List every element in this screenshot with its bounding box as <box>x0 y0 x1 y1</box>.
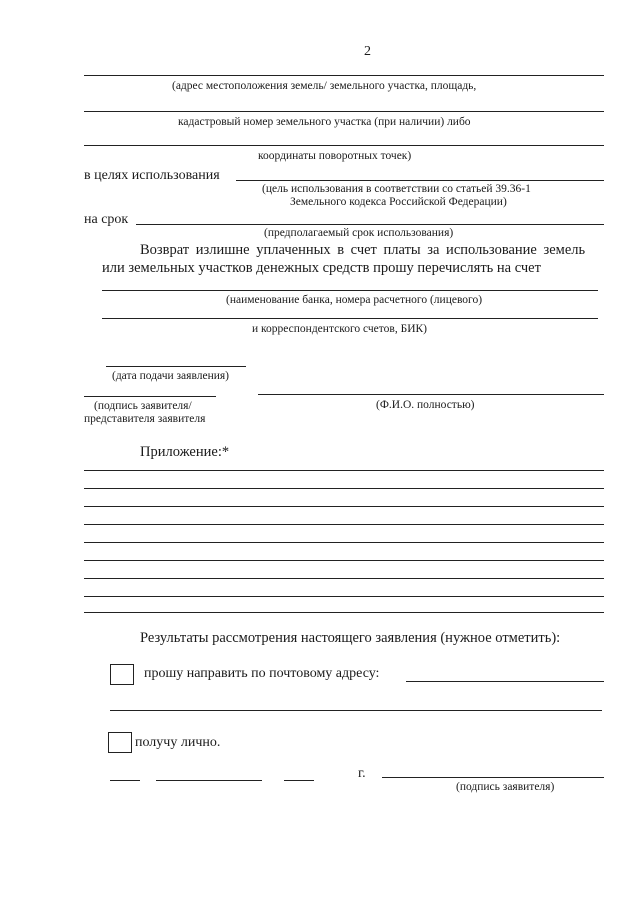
results-heading: Результаты рассмотрения настоящего заявления (нужное отметить): <box>140 630 561 646</box>
final-signature-caption: (подпись заявителя) <box>456 781 555 793</box>
page-number: 2 <box>364 44 371 59</box>
location-line-3[interactable] <box>84 145 604 146</box>
purpose-caption-2: Земельного кодекса Российской Федерации) <box>290 196 507 208</box>
attachment-line[interactable] <box>84 488 604 489</box>
location-caption-1: (адрес местоположения земель/ земельного участка, площадь, <box>172 80 477 92</box>
fio-caption: (Ф.И.О. полностью) <box>376 399 475 411</box>
bank-caption-2: и корреспондентского счетов, БИК) <box>252 323 427 335</box>
year-line[interactable] <box>284 780 314 781</box>
refund-text-2: или земельных участков денежных средств прошу перечислять на счет <box>102 260 541 276</box>
bank-line-1[interactable] <box>102 290 598 291</box>
attachment-line[interactable] <box>84 612 604 613</box>
location-line-1[interactable] <box>84 75 604 76</box>
postal-address-line-2[interactable] <box>110 710 602 711</box>
location-caption-3: координаты поворотных точек) <box>258 150 412 162</box>
bank-caption-1: (наименование банка, номера расчетного (лицевого) <box>226 294 483 306</box>
purpose-line[interactable] <box>236 180 604 181</box>
signature-caption-2: представителя заявителя <box>84 413 206 425</box>
term-caption: (предполагаемый срок использования) <box>264 227 454 239</box>
term-label: на срок <box>84 212 129 227</box>
attachments-heading: Приложение:* <box>140 444 230 460</box>
attachment-line[interactable] <box>84 596 604 597</box>
location-line-2[interactable] <box>84 111 604 112</box>
attachment-line[interactable] <box>84 542 604 543</box>
signature-line[interactable] <box>84 396 216 397</box>
signature-caption-1: (подпись заявителя/ <box>94 400 192 412</box>
date-line[interactable] <box>106 366 246 367</box>
year-suffix: г. <box>358 766 366 781</box>
attachment-line[interactable] <box>84 578 604 579</box>
purpose-caption-1: (цель использования в соответствии со статьей 39.36-1 <box>262 183 531 195</box>
personal-option-checkbox[interactable] <box>108 732 132 753</box>
attachment-line[interactable] <box>84 506 604 507</box>
final-signature-line[interactable] <box>382 777 604 778</box>
personal-option-label: получу лично. <box>135 735 221 750</box>
purpose-label: в целях использования <box>84 168 220 183</box>
day-line[interactable] <box>110 780 140 781</box>
date-caption: (дата подачи заявления) <box>112 370 229 382</box>
fio-line[interactable] <box>258 394 604 395</box>
refund-text-1: Возврат излишне уплаченных в счет платы за использование земель <box>140 242 586 258</box>
attachment-line[interactable] <box>84 560 604 561</box>
bank-line-2[interactable] <box>102 318 598 319</box>
attachment-line[interactable] <box>84 470 604 471</box>
attachment-line[interactable] <box>84 524 604 525</box>
month-line[interactable] <box>156 780 262 781</box>
mail-option-label: прошу направить по почтовому адресу: <box>144 666 380 681</box>
postal-address-line-1[interactable] <box>406 681 604 682</box>
term-line[interactable] <box>136 224 604 225</box>
mail-option-checkbox[interactable] <box>110 664 134 685</box>
location-caption-2: кадастровый номер земельного участка (при наличии) либо <box>178 116 471 128</box>
